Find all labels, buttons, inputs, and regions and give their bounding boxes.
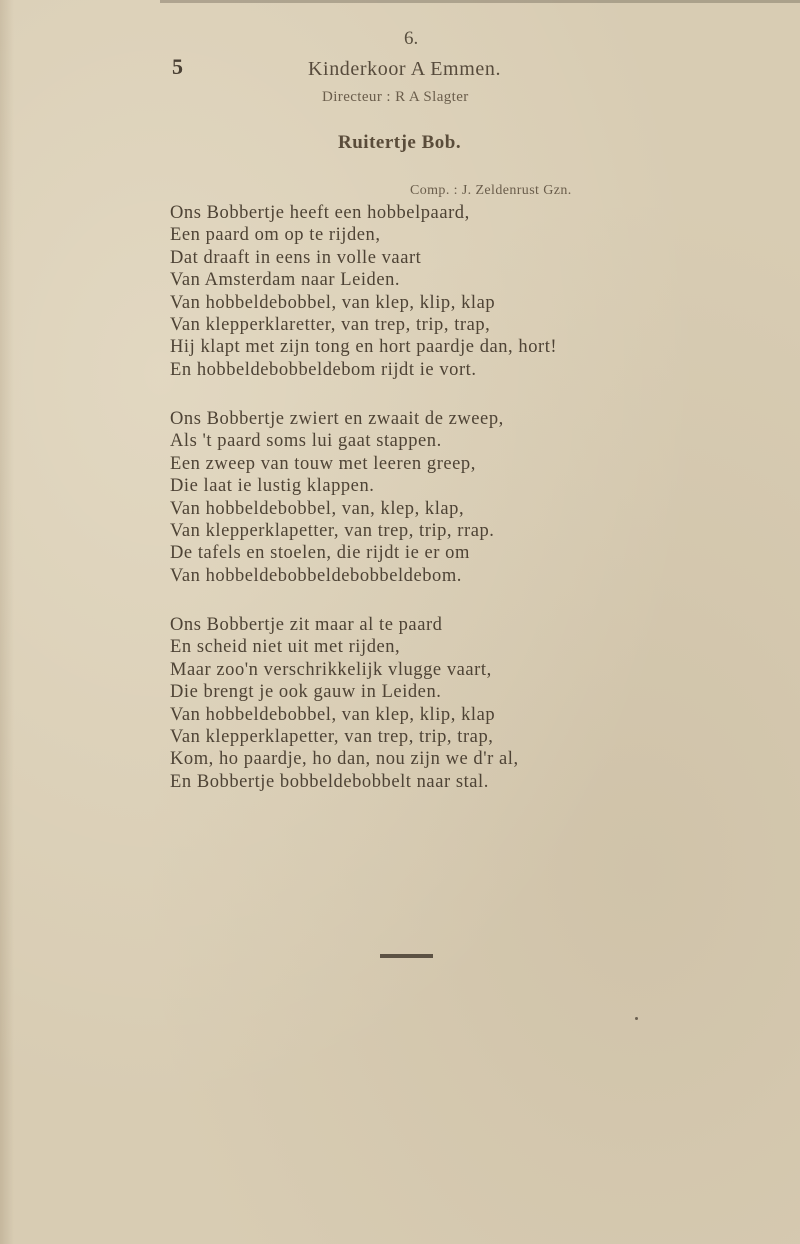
verse-line: En Bobbertje bobbeldebobbelt naar stal. (170, 771, 489, 792)
director-line: Directeur : R A Slagter (322, 89, 469, 105)
verse-line: Van hobbeldebobbel, van, klep, klap, (170, 498, 465, 519)
paper-speck (635, 1017, 638, 1020)
stanza-1 (170, 202, 557, 381)
verse-line: Die brengt je ook gauw in Leiden. (170, 682, 442, 703)
stanza-3 (170, 614, 519, 793)
composer-credit: Comp. : J. Zeldenrust Gzn. (410, 183, 572, 198)
verse-line: En scheid niet uit met rijden, (170, 637, 401, 658)
verse-line: Van klepperklapetter, van trep, trip, trap, (170, 726, 494, 747)
verse-line: Als 't paard soms lui gaat stappen. (170, 431, 442, 452)
verse-line: Ons Bobbertje heeft een hobbelpaard, (170, 203, 470, 223)
choir-number: 5 (172, 54, 183, 79)
choir-name: Kinderkoor A Emmen. (308, 58, 502, 80)
verse-line: Ons Bobbertje zwiert en zwaait de zweep, (170, 409, 504, 429)
verse-line: Van Amsterdam naar Leiden. (170, 270, 401, 291)
stanza-2 (170, 408, 504, 587)
verse-line: Van klepperklaretter, van trep, trip, trap, (170, 314, 491, 335)
verse-line: Maar zoo'n verschrikkelijk vlugge vaart, (170, 659, 492, 680)
verse-line: Van hobbeldebobbel, van klep, klip, klap (170, 292, 496, 313)
end-rule-divider (380, 954, 433, 958)
verse-line: Van hobbeldebobbeldebobbeldebom. (170, 565, 462, 586)
verse-line: Kom, ho paardje, ho dan, nou zijn we d'r al, (170, 749, 519, 770)
verse-line: Ons Bobbertje zit maar al te paard (170, 615, 443, 635)
song-title: Ruitertje Bob. (338, 132, 462, 153)
page-top-edge (160, 0, 800, 3)
page-number: 6. (404, 28, 419, 49)
verse-line: De tafels en stoelen, die rijdt ie er om (170, 543, 470, 564)
verse-line: Dat draaft in eens in volle vaart (170, 247, 422, 268)
verse-line: Van klepperklapetter, van trep, trip, rrap. (170, 520, 495, 541)
verse-line: En hobbeldebobbeldebom rijdt ie vort. (170, 359, 477, 380)
verse-line: Een paard om op te rijden, (170, 225, 381, 246)
verse-line: Van hobbeldebobbel, van klep, klip, klap (170, 704, 496, 725)
verse-line: Een zweep van touw met leeren greep, (170, 453, 476, 474)
verse-line: Hij klapt met zijn tong en hort paardje dan, hort! (170, 337, 558, 358)
verse-line: Die laat ie lustig klappen. (170, 476, 375, 497)
